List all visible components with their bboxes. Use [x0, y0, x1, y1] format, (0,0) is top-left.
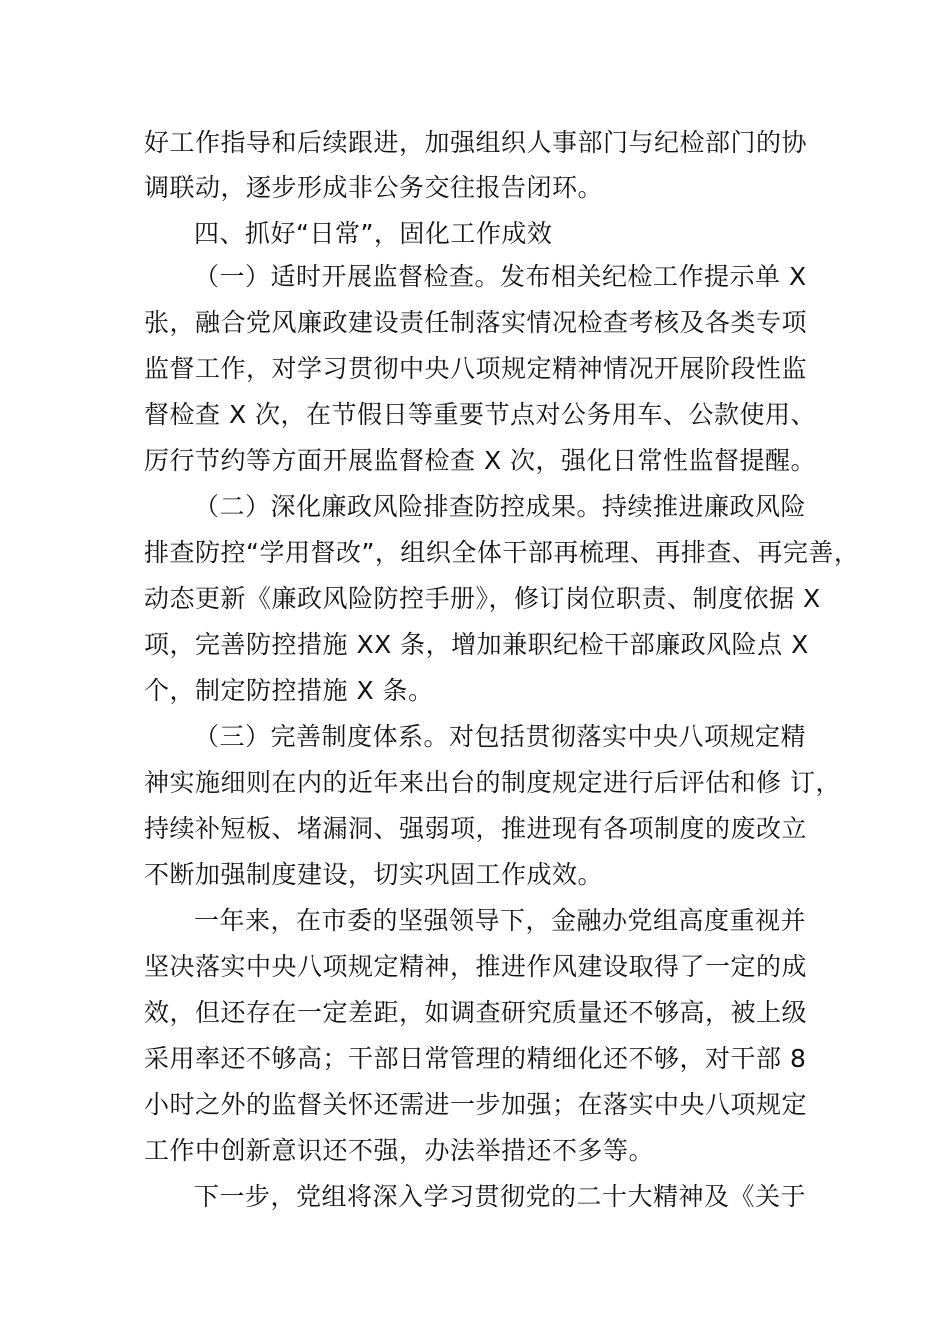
text-line: 个，制定防控措施 X 条。: [144, 676, 434, 705]
text-line: 坚决落实中央八项规定精神，推进作风建设取得了一定的成: [144, 952, 808, 981]
text-line: 动态更新《廉政风险防控手册》，修订岗位职责、制度依据 X: [144, 584, 821, 613]
text-line: 一年来，在市委的坚强领导下，金融办党组高度重视并: [194, 906, 807, 935]
text-line: 排查防控“学用督改”，组织全体干部再梳理、再排查、再完善，: [144, 538, 860, 567]
text-line: 张，融合党风廉政建设责任制落实情况检查考核及各类专项: [144, 308, 808, 337]
text-line: 不断加强制度建设，切实巩固工作成效。: [144, 860, 604, 889]
text-line: 持续补短板、堵漏洞、强弱项，推进现有各项制度的废改立: [144, 814, 808, 843]
section-heading: 四、抓好“日常”，固化工作成效: [194, 219, 553, 248]
text-line: 督检查 X 次，在节假日等重要节点对公务用车、公款使用、: [144, 400, 817, 429]
text-line: （二）深化廉政风险排查防控成果。持续推进廉政风险: [194, 492, 807, 521]
text-line: （三）完善制度体系。对包括贯彻落实中央八项规定精: [194, 722, 807, 751]
text-line: 监督工作，对学习贯彻中央八项规定精神情况开展阶段性监: [144, 354, 808, 383]
text-line: 效，但还存在一定差距，如调查研究质量还不够高，被上级: [144, 998, 808, 1027]
text-line: 调联动，逐步形成非公务交往报告闭环。: [144, 173, 604, 202]
text-line: 神实施细则在内的近年来出台的制度规定进行后评估和修 订，: [144, 768, 841, 797]
text-line: 厉行节约等方面开展监督检查 X 次，强化日常性监督提醒。: [144, 446, 817, 475]
text-line: 项，完善防控措施 XX 条，增加兼职纪检干部廉政风险点 X: [144, 630, 809, 659]
text-line: 采用率还不够高；干部日常管理的精细化还不够，对干部 8: [144, 1044, 807, 1073]
text-line: 工作中创新意识还不强，办法举措还不多等。: [144, 1136, 655, 1165]
text-line: 小时之外的监督关怀还需进一步加强；在落实中央八项规定: [144, 1090, 808, 1119]
text-line: （一）适时开展监督检查。发布相关纪检工作提示单 X: [194, 262, 807, 291]
text-line: 好工作指导和后续跟进，加强组织人事部门与纪检部门的协: [144, 128, 808, 157]
text-line: 下一步，党组将深入学习贯彻党的二十大精神及《关于: [194, 1182, 807, 1211]
